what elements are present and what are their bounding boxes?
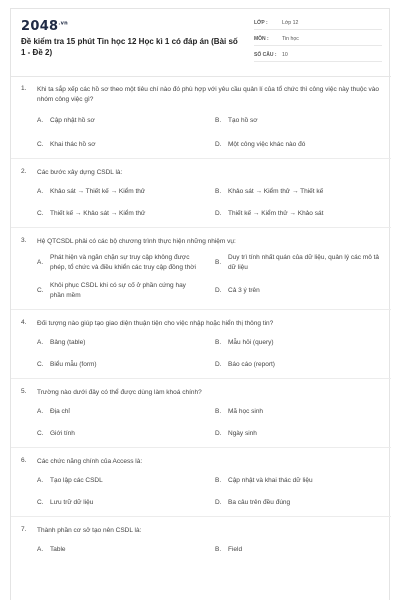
- option-grid: [37, 116, 379, 150]
- option-text: Mẫu hỏi (query): [228, 339, 274, 346]
- option-key: C.: [37, 141, 44, 148]
- option-b[interactable]: [215, 187, 393, 197]
- option-key: B.: [215, 117, 222, 124]
- option-b[interactable]: [215, 476, 393, 486]
- option-text: Lưu trữ dữ liệu: [50, 499, 94, 506]
- option-key: B.: [215, 259, 222, 266]
- option-d[interactable]: [215, 498, 393, 508]
- question-2: [11, 168, 391, 219]
- option-text: Báo cáo (report): [228, 361, 275, 368]
- option-text: Khảo sát → Kiểm thử → Thiết kế: [228, 188, 324, 195]
- option-text: Duy trì tính nhất quán của dữ liệu, quản lý các mô tả dữ liệu: [228, 254, 380, 271]
- option-c[interactable]: [37, 429, 215, 439]
- option-grid: [37, 476, 379, 508]
- option-text: Bảng (table): [50, 339, 86, 346]
- option-c[interactable]: [37, 360, 215, 370]
- option-key: B.: [215, 477, 222, 484]
- question-text: Các chức năng chính của Access là:: [37, 458, 143, 465]
- question-7: [11, 526, 391, 555]
- question-text: Đối tượng nào giúp tạo giao diện thuận tiện cho việc nhập hoặc hiển thị thông tin?: [37, 320, 274, 327]
- question-text: Hệ QTCSDL phải có các bộ chương trình thực hiện những nhiệm vụ:: [37, 238, 236, 245]
- option-text: Khôi phục CSDL khi có sự cố ở phần cứng hay phần mềm: [50, 282, 186, 299]
- option-key: B.: [215, 188, 222, 195]
- question-number: 1.: [21, 85, 27, 92]
- question-number: 5.: [21, 388, 27, 395]
- option-a[interactable]: [37, 407, 215, 417]
- option-a[interactable]: [37, 116, 215, 126]
- option-text: Thiết kế → Khảo sát → Kiểm thử: [50, 210, 146, 217]
- question-separator: [11, 516, 391, 517]
- question-separator: [11, 447, 391, 448]
- option-key: D.: [215, 499, 222, 506]
- meta-label: LỚP :: [254, 20, 268, 26]
- question-number: 4.: [21, 319, 27, 326]
- meta-row-question-count: [254, 49, 382, 62]
- option-d[interactable]: [215, 360, 393, 370]
- option-key: A.: [37, 408, 44, 415]
- option-d[interactable]: [215, 140, 393, 150]
- question-separator: [11, 158, 391, 159]
- question-6: [11, 457, 391, 508]
- option-text: Biểu mẫu (form): [50, 361, 97, 368]
- option-a[interactable]: [37, 545, 215, 555]
- question-number: 7.: [21, 526, 27, 533]
- question-number: 3.: [21, 237, 27, 244]
- option-b[interactable]: [215, 116, 393, 126]
- option-text: Ba câu trên đều đúng: [228, 499, 291, 506]
- question-separator: [11, 309, 391, 310]
- question-number: 2.: [21, 168, 27, 175]
- option-text: Cập nhật hồ sơ: [50, 117, 95, 124]
- option-c[interactable]: [37, 140, 215, 150]
- question-text: Các bước xây dựng CSDL là:: [37, 169, 123, 176]
- logo-main: 2048: [21, 19, 59, 34]
- option-key: C.: [37, 210, 44, 217]
- question-number: 6.: [21, 457, 27, 464]
- meta-row-subject: [254, 33, 382, 46]
- option-key: D.: [215, 141, 222, 148]
- option-c[interactable]: [37, 209, 215, 219]
- option-c[interactable]: [37, 281, 215, 301]
- question-separator: [11, 227, 391, 228]
- meta-label: MÔN :: [254, 36, 269, 42]
- option-key: A.: [37, 259, 44, 266]
- option-b[interactable]: [215, 338, 393, 348]
- option-key: C.: [37, 499, 44, 506]
- option-b[interactable]: [215, 253, 393, 273]
- option-key: A.: [37, 546, 44, 553]
- option-text: Cả 3 ý trên: [228, 287, 260, 294]
- option-b[interactable]: [215, 545, 393, 555]
- option-text: Giới tính: [50, 430, 75, 437]
- option-text: Ngày sinh: [228, 430, 257, 437]
- option-c[interactable]: [37, 498, 215, 508]
- meta-value: Tin học: [282, 36, 299, 42]
- option-key: D.: [215, 361, 222, 368]
- option-grid: [37, 253, 379, 301]
- question-5: [11, 388, 391, 439]
- meta-value: 10: [282, 52, 288, 58]
- exam-meta-table: [254, 17, 382, 65]
- option-text: Khảo sát → Thiết kế → Kiểm thử: [50, 188, 146, 195]
- option-a[interactable]: [37, 476, 215, 486]
- option-d[interactable]: [215, 429, 393, 439]
- option-text: Field: [228, 546, 243, 553]
- question-separator: [11, 378, 391, 379]
- option-text: Mã học sinh: [228, 408, 264, 415]
- option-grid: [37, 338, 379, 370]
- meta-label: SỐ CÂU :: [254, 52, 277, 58]
- question-text: Trường nào dưới đây có thể được dùng làm khoá chính?: [37, 389, 202, 396]
- option-text: Tạo lập các CSDL: [50, 477, 103, 484]
- option-grid: [37, 187, 379, 219]
- option-text: Phát hiện và ngăn chặn sự truy cập không được phép, tổ chức và điều khiển các truy cập đồng thời: [50, 254, 196, 271]
- header-divider: [11, 76, 391, 77]
- question-text: Khi ta sắp xếp các hồ sơ theo một tiêu chí nào đó phù hợp với yêu cầu quản lí của tổ chức thì công việc này thuộc vào nhóm công việc gì?: [37, 86, 379, 103]
- option-text: Cập nhật và khai thác dữ liệu: [228, 477, 313, 484]
- option-a[interactable]: [37, 253, 215, 273]
- option-key: D.: [215, 210, 222, 217]
- option-key: D.: [215, 287, 222, 294]
- option-a[interactable]: [37, 338, 215, 348]
- option-key: C.: [37, 430, 44, 437]
- option-key: B.: [215, 546, 222, 553]
- question-1: [11, 85, 391, 150]
- option-d[interactable]: [215, 281, 393, 301]
- option-key: C.: [37, 287, 44, 294]
- exam-page: [10, 8, 390, 600]
- option-b[interactable]: [215, 407, 393, 417]
- option-d[interactable]: [215, 209, 393, 219]
- meta-value: Lớp 12: [282, 20, 299, 26]
- option-key: D.: [215, 430, 222, 437]
- question-list: [11, 85, 391, 555]
- option-text: Tạo hồ sơ: [228, 117, 258, 124]
- option-text: Table: [50, 546, 66, 553]
- exam-header: [11, 9, 391, 71]
- question-4: [11, 319, 391, 370]
- option-text: Thiết kế → Kiểm thử → Khảo sát: [228, 210, 324, 217]
- option-key: A.: [37, 188, 44, 195]
- site-logo[interactable]: [21, 19, 68, 34]
- exam-title: Đề kiểm tra 15 phút Tin học 12 Học kì 1 có đáp án (Bài số 1 - Đề 2): [21, 37, 238, 57]
- option-key: A.: [37, 339, 44, 346]
- option-key: B.: [215, 339, 222, 346]
- option-grid: [37, 545, 379, 555]
- question-3: [11, 237, 391, 301]
- meta-row-class: [254, 17, 382, 30]
- logo-suffix: .vn: [58, 20, 69, 27]
- option-key: C.: [37, 361, 44, 368]
- option-text: Một công việc khác nào đó: [228, 141, 306, 148]
- question-text: Thành phần cơ sở tạo nên CSDL là:: [37, 527, 142, 534]
- option-a[interactable]: [37, 187, 215, 197]
- option-key: A.: [37, 117, 44, 124]
- option-key: A.: [37, 477, 44, 484]
- option-text: Khai thác hồ sơ: [50, 141, 96, 148]
- option-key: B.: [215, 408, 222, 415]
- option-grid: [37, 407, 379, 439]
- option-text: Địa chỉ: [50, 408, 70, 415]
